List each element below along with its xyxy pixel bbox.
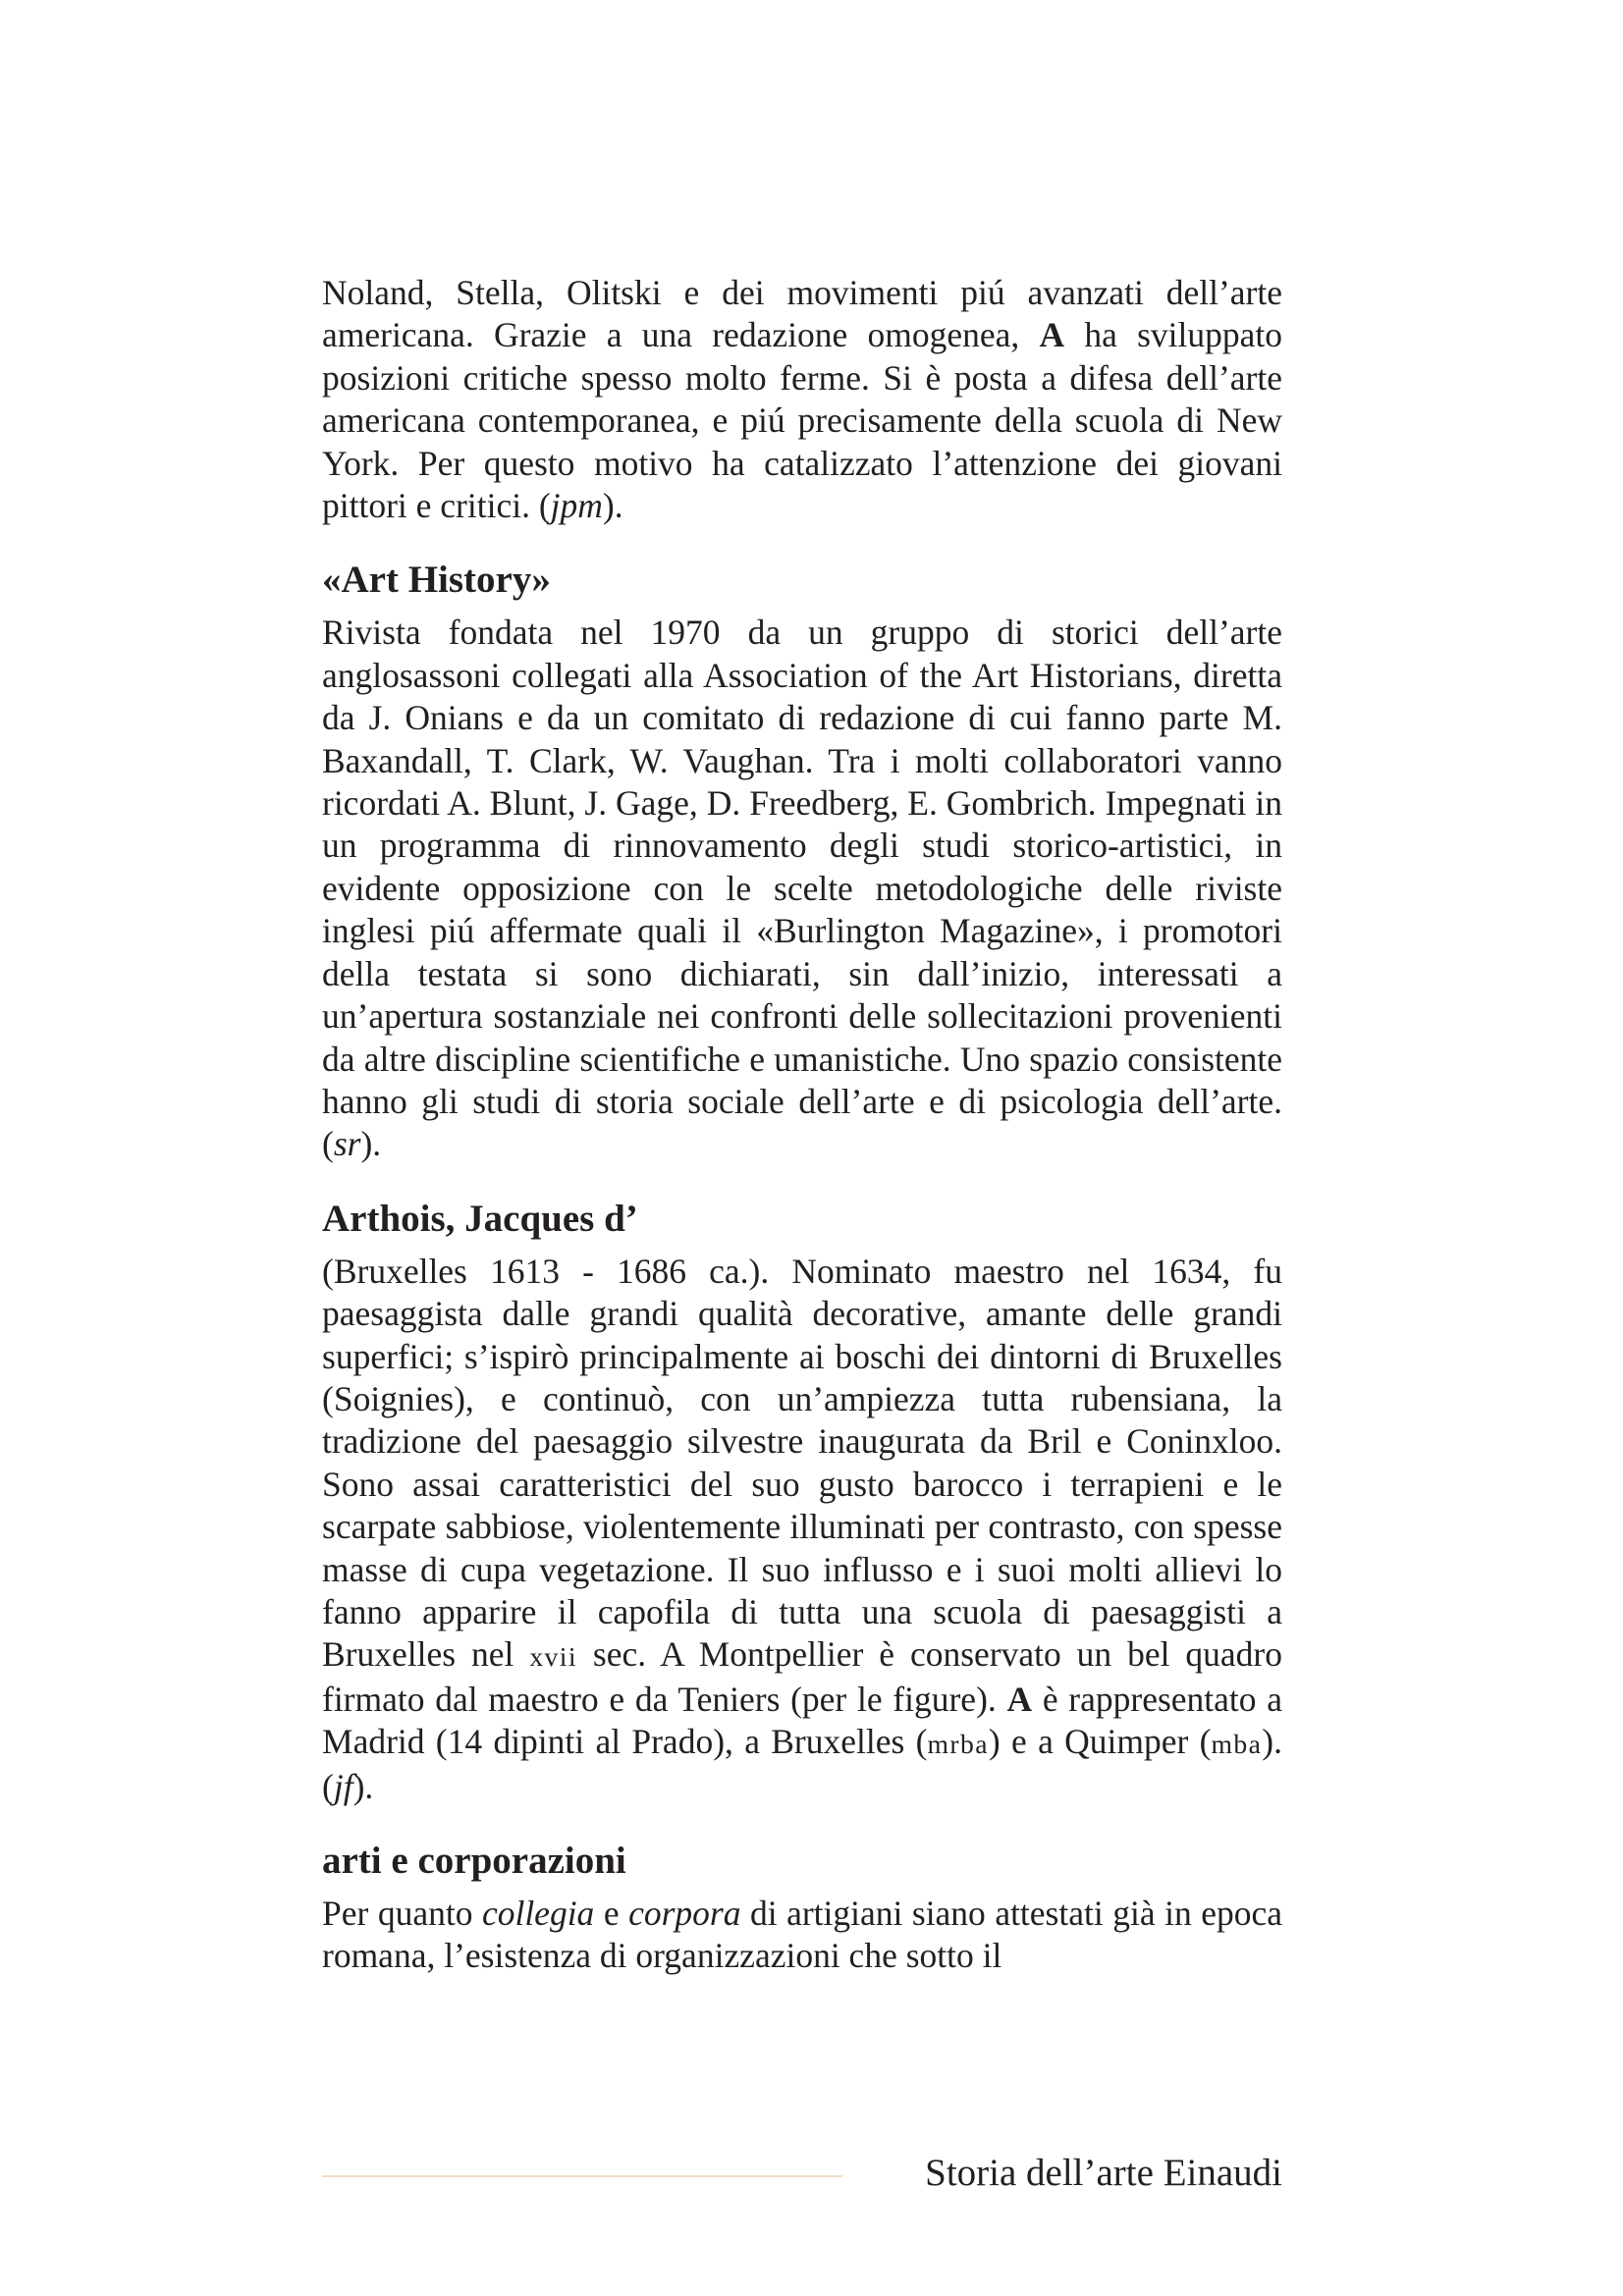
text-run: sec. A Montpellier è conservato un bel quadro firmato dal maestro e da Teniers (per le figure). bbox=[322, 1634, 1282, 1719]
text-run: e bbox=[594, 1894, 629, 1933]
italic-term: collegia bbox=[481, 1894, 595, 1933]
footer-label: Storia dell’arte Einaudi bbox=[925, 2152, 1282, 2194]
text-run: Noland, Stella, Olitski e dei movimenti piú avanzati dell’arte americana. Grazie a una redazione omogenea, bbox=[322, 273, 1282, 355]
entry-body-arti bbox=[322, 1893, 1282, 1978]
entry-title-arthois: Arthois, Jacques d’ bbox=[322, 1197, 638, 1240]
text-run: ). ( bbox=[322, 1722, 1282, 1806]
century-smallcaps: xvii bbox=[529, 1641, 577, 1673]
entry-title-art-history: «Art History» bbox=[322, 559, 551, 602]
entry-body-arthois bbox=[322, 1251, 1282, 1808]
text-run: Rivista fondata nel 1970 da un gruppo di storici dell’arte anglosassoni collegati alla Association of the Art Historians, diretta da J. Onians e da un comitato di redazione di cui fanno parte M. Baxandall, T. Clark, W. Vaughan. Tra i molti collaboratori vanno ricordati A. Blunt, J. Gage, D. Freedberg, E. Gombrich. Impegnati in un programma di rinnovamento degli studi storico-artistici, in evidente opposizione con le scelte metodologiche delle riviste inglesi piú affermate quali il «Burlington Magazine», i promotori della testata si sono dichiarati, sin dall’inizio, interessati a un’apertura sostanziale nei confronti delle sollecitazioni provenienti da altre discipline scientifiche e umanistiche. Uno spazio consistente hanno gli studi di storia sociale dell’arte e di psicologia dell’arte. ( bbox=[322, 613, 1282, 1164]
text-run: ). bbox=[352, 1766, 374, 1806]
text-run: ) e a Quimper ( bbox=[988, 1722, 1212, 1762]
text-run: Per quanto bbox=[322, 1894, 482, 1933]
text-run: ). bbox=[602, 486, 623, 526]
entry-body-art-history bbox=[322, 612, 1282, 1165]
author-initials: jpm bbox=[550, 486, 603, 526]
text-run: ). bbox=[360, 1124, 382, 1164]
author-initials: sr bbox=[333, 1124, 361, 1164]
entry-title-arti: arti e corporazioni bbox=[322, 1840, 626, 1882]
intro-paragraph bbox=[322, 272, 1282, 527]
text-run: è rappresentato a Madrid (14 dipinti al Prado), a Bruxelles ( bbox=[322, 1679, 1282, 1762]
bold-abbrev: A bbox=[1006, 1679, 1033, 1719]
footer-rule bbox=[322, 2175, 842, 2177]
author-initials: jf bbox=[333, 1766, 353, 1806]
bold-abbrev: A bbox=[1039, 315, 1065, 355]
text-run: ha sviluppato posizioni critiche spesso molto ferme. Si è posta a difesa dell’arte americana contemporanea, e piú precisamente della scuola di New York. Per questo motivo ha catalizzato l’attenzione dei giovani pittori e critici. ( bbox=[322, 315, 1283, 526]
museum-abbrev: mba bbox=[1211, 1729, 1263, 1760]
italic-term: corpora bbox=[628, 1894, 741, 1933]
museum-abbrev: mrba bbox=[927, 1729, 989, 1760]
page-body bbox=[322, 272, 1282, 1978]
text-run: di artigiani siano attestati già in epoca romana, l’esistenza di organizzazioni che sotto il bbox=[322, 1894, 1282, 1976]
text-run: (Bruxelles 1613 - 1686 ca.). Nominato maestro nel 1634, fu paesaggista dalle grandi qualità decorative, amante delle grandi superfici; s’ispirò principalmente ai boschi dei dintorni di Bruxelles (Soignies), e continuò, con un’ampiezza tutta rubensiana, la tradizione del paesaggio silvestre inaugurata da Bril e Coninxloo. Sono assai caratteristici del suo gusto barocco i terrapieni e le scarpate sabbiose, violentemente illuminati per contrasto, con spesse masse di cupa vegetazione. Il suo influsso e i suoi molti allievi lo fanno apparire il capofila di tutta una scuola di paesaggisti a Bruxelles nel bbox=[322, 1251, 1282, 1675]
